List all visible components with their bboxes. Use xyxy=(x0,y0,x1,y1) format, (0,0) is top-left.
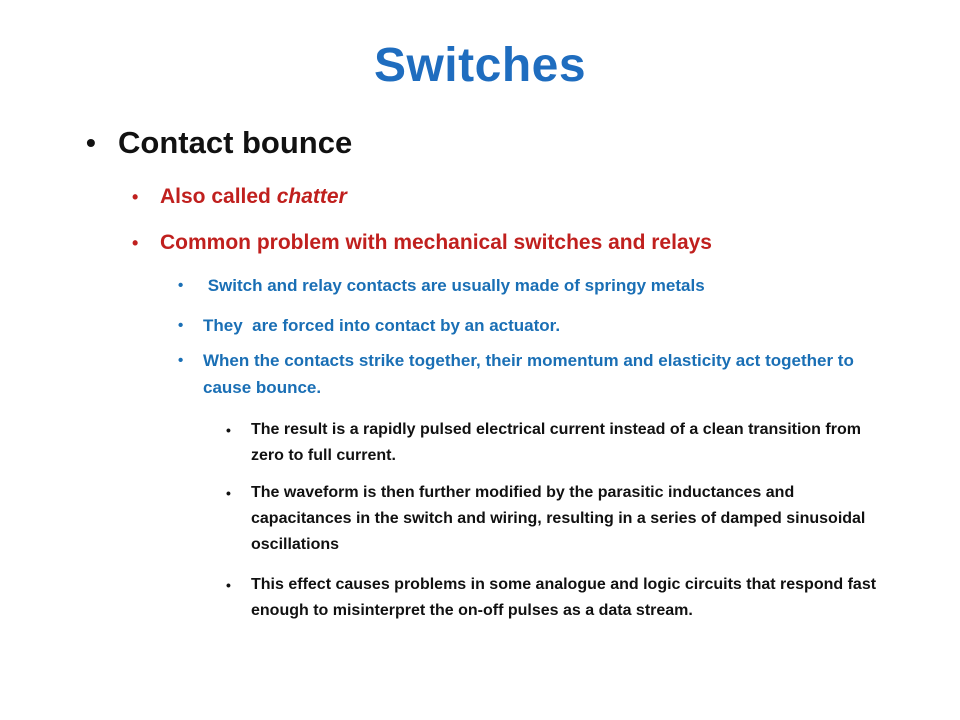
bullet-text: When the contacts strike together, their momentum and elasticity act together to cause bounce. xyxy=(203,351,854,397)
bullet-marker: • xyxy=(132,187,139,207)
bullet-also-called-chatter xyxy=(132,183,900,211)
bullet-text: They are forced into contact by an actuator. xyxy=(203,316,561,335)
bullet-text: This effect causes problems in some analogue and logic circuits that respond fast enough to misinterpret the on-off pulses as a data stream. xyxy=(251,576,877,619)
bullet-marker: • xyxy=(226,422,231,438)
bullet-effect-problems xyxy=(226,572,891,624)
bullet-common-problem xyxy=(132,229,900,257)
bullet-contacts-strike xyxy=(178,347,893,401)
bullet-text: Common problem with mechanical switches and relays xyxy=(160,231,712,254)
bullet-text-emphasis: chatter xyxy=(276,185,347,208)
bullet-waveform xyxy=(226,480,891,558)
bullet-marker: • xyxy=(178,352,184,369)
bullet-text-prefix: Also called xyxy=(160,185,277,208)
bullet-text: The result is a rapidly pulsed electrical current instead of a clean transition from zero to full current. xyxy=(251,421,861,464)
bullet-contact-bounce xyxy=(86,124,898,162)
bullet-marker: • xyxy=(132,233,139,253)
bullet-actuator xyxy=(178,312,893,339)
bullet-marker: • xyxy=(226,577,231,593)
slide-title: Switches xyxy=(373,39,587,92)
bullet-marker: • xyxy=(86,127,96,158)
bullet-text: Switch and relay contacts are usually made of springy metals xyxy=(203,276,705,295)
bullet-marker: • xyxy=(178,317,184,334)
bullet-marker: • xyxy=(226,485,231,501)
bullet-marker: • xyxy=(178,277,184,294)
bullet-text: The waveform is then further modified by the parasitic inductances and capacitances in the switch and wiring, resulting in a series of damped sinusoidal oscillations xyxy=(251,484,866,553)
bullet-pulsed-current xyxy=(226,417,891,469)
bullet-text: Contact bounce xyxy=(118,125,353,160)
bullet-springy-metals xyxy=(178,272,893,299)
